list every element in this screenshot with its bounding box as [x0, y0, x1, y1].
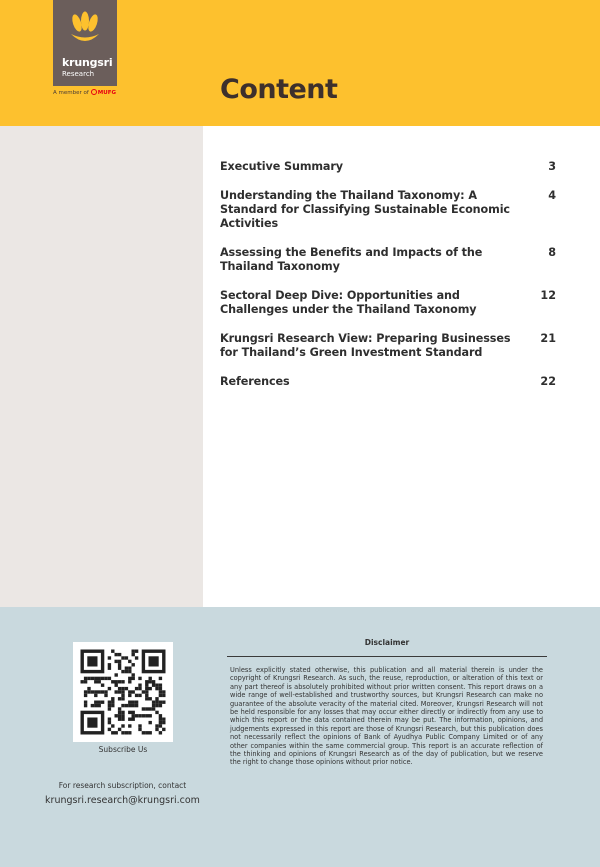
member-of-mufg	[53, 89, 116, 96]
mufg-icon	[91, 89, 97, 95]
disclaimer-divider	[227, 656, 547, 657]
toc-item[interactable]	[220, 375, 556, 389]
toc-item-page: 21	[540, 332, 556, 345]
member-prefix: A member of	[53, 90, 89, 96]
header-band	[0, 0, 600, 126]
toc-item[interactable]	[220, 289, 556, 317]
qr-code-icon	[73, 642, 173, 742]
toc-item-title: Krungsri Research View: Preparing Businesses for Thailand’s Green Investment Standard	[220, 332, 511, 359]
toc-item-page: 22	[540, 375, 556, 388]
toc-item-title: Executive Summary	[220, 160, 343, 173]
toc-item-page: 8	[548, 246, 556, 259]
krungsri-logo[interactable]	[53, 0, 117, 86]
toc-item-page: 3	[548, 160, 556, 173]
subscribe-qr-code[interactable]	[73, 642, 173, 742]
toc-item-page: 4	[548, 189, 556, 202]
toc-item[interactable]	[220, 160, 556, 174]
krungsri-flower-icon	[65, 10, 105, 50]
brand-sub: Research	[62, 70, 95, 78]
contact-label: For research subscription, contact	[58, 781, 187, 790]
page-title: Content	[220, 74, 338, 105]
mufg-label: MUFG	[97, 90, 117, 96]
toc-item[interactable]	[220, 189, 556, 231]
table-of-contents	[220, 160, 556, 404]
toc-item-page: 12	[540, 289, 556, 302]
toc-item-title: Sectoral Deep Dive: Opportunities and Challenges under the Thailand Taxonomy	[220, 289, 477, 316]
footer	[0, 607, 600, 867]
toc-item-title: Assessing the Benefits and Impacts of the Thailand Taxonomy	[220, 246, 483, 273]
left-decorative-panel	[0, 126, 203, 607]
disclaimer-text: Unless explicitly stated otherwise, this publication and all material therein is under the copyright of Krungsri Research. As such, the reuse, reproduction, or alteration of this text or any part thereof is absolutely prohibited without prior written consent. This report draws on a wide range of well-established and trustworthy sources, but Krungsri Research can make no guarantee of the absolute veracity of the material cited. Moreover, Krungsri Research will not be held responsible for any losses that may occur either directly or indirectly from any use to which this report or the data contained therein may be put. The information, opinions, and judgements expressed in this report are those of Krungsri Research, but this publication does not necessarily reflect the opinions of Bank of Ayudhya Public Company Limited or of any other companies within the same commercial group. This report is an accurate reflection of the thinking and opinions of Krungsri Research as of the day of publication, but we reserve the right to change those opinions without prior notice.	[230, 666, 543, 767]
toc-item-title: References	[220, 375, 290, 388]
toc-item[interactable]	[220, 332, 556, 360]
toc-item-title: Understanding the Thailand Taxonomy: A Standard for Classifying Sustainable Economic Activities	[220, 189, 510, 230]
brand-name: krungsri	[62, 56, 113, 69]
disclaimer-title: Disclaimer	[364, 638, 410, 647]
contact-email[interactable]: krungsri.research@krungsri.com	[45, 795, 200, 806]
toc-item[interactable]	[220, 246, 556, 274]
subscribe-label: Subscribe Us	[98, 745, 148, 754]
